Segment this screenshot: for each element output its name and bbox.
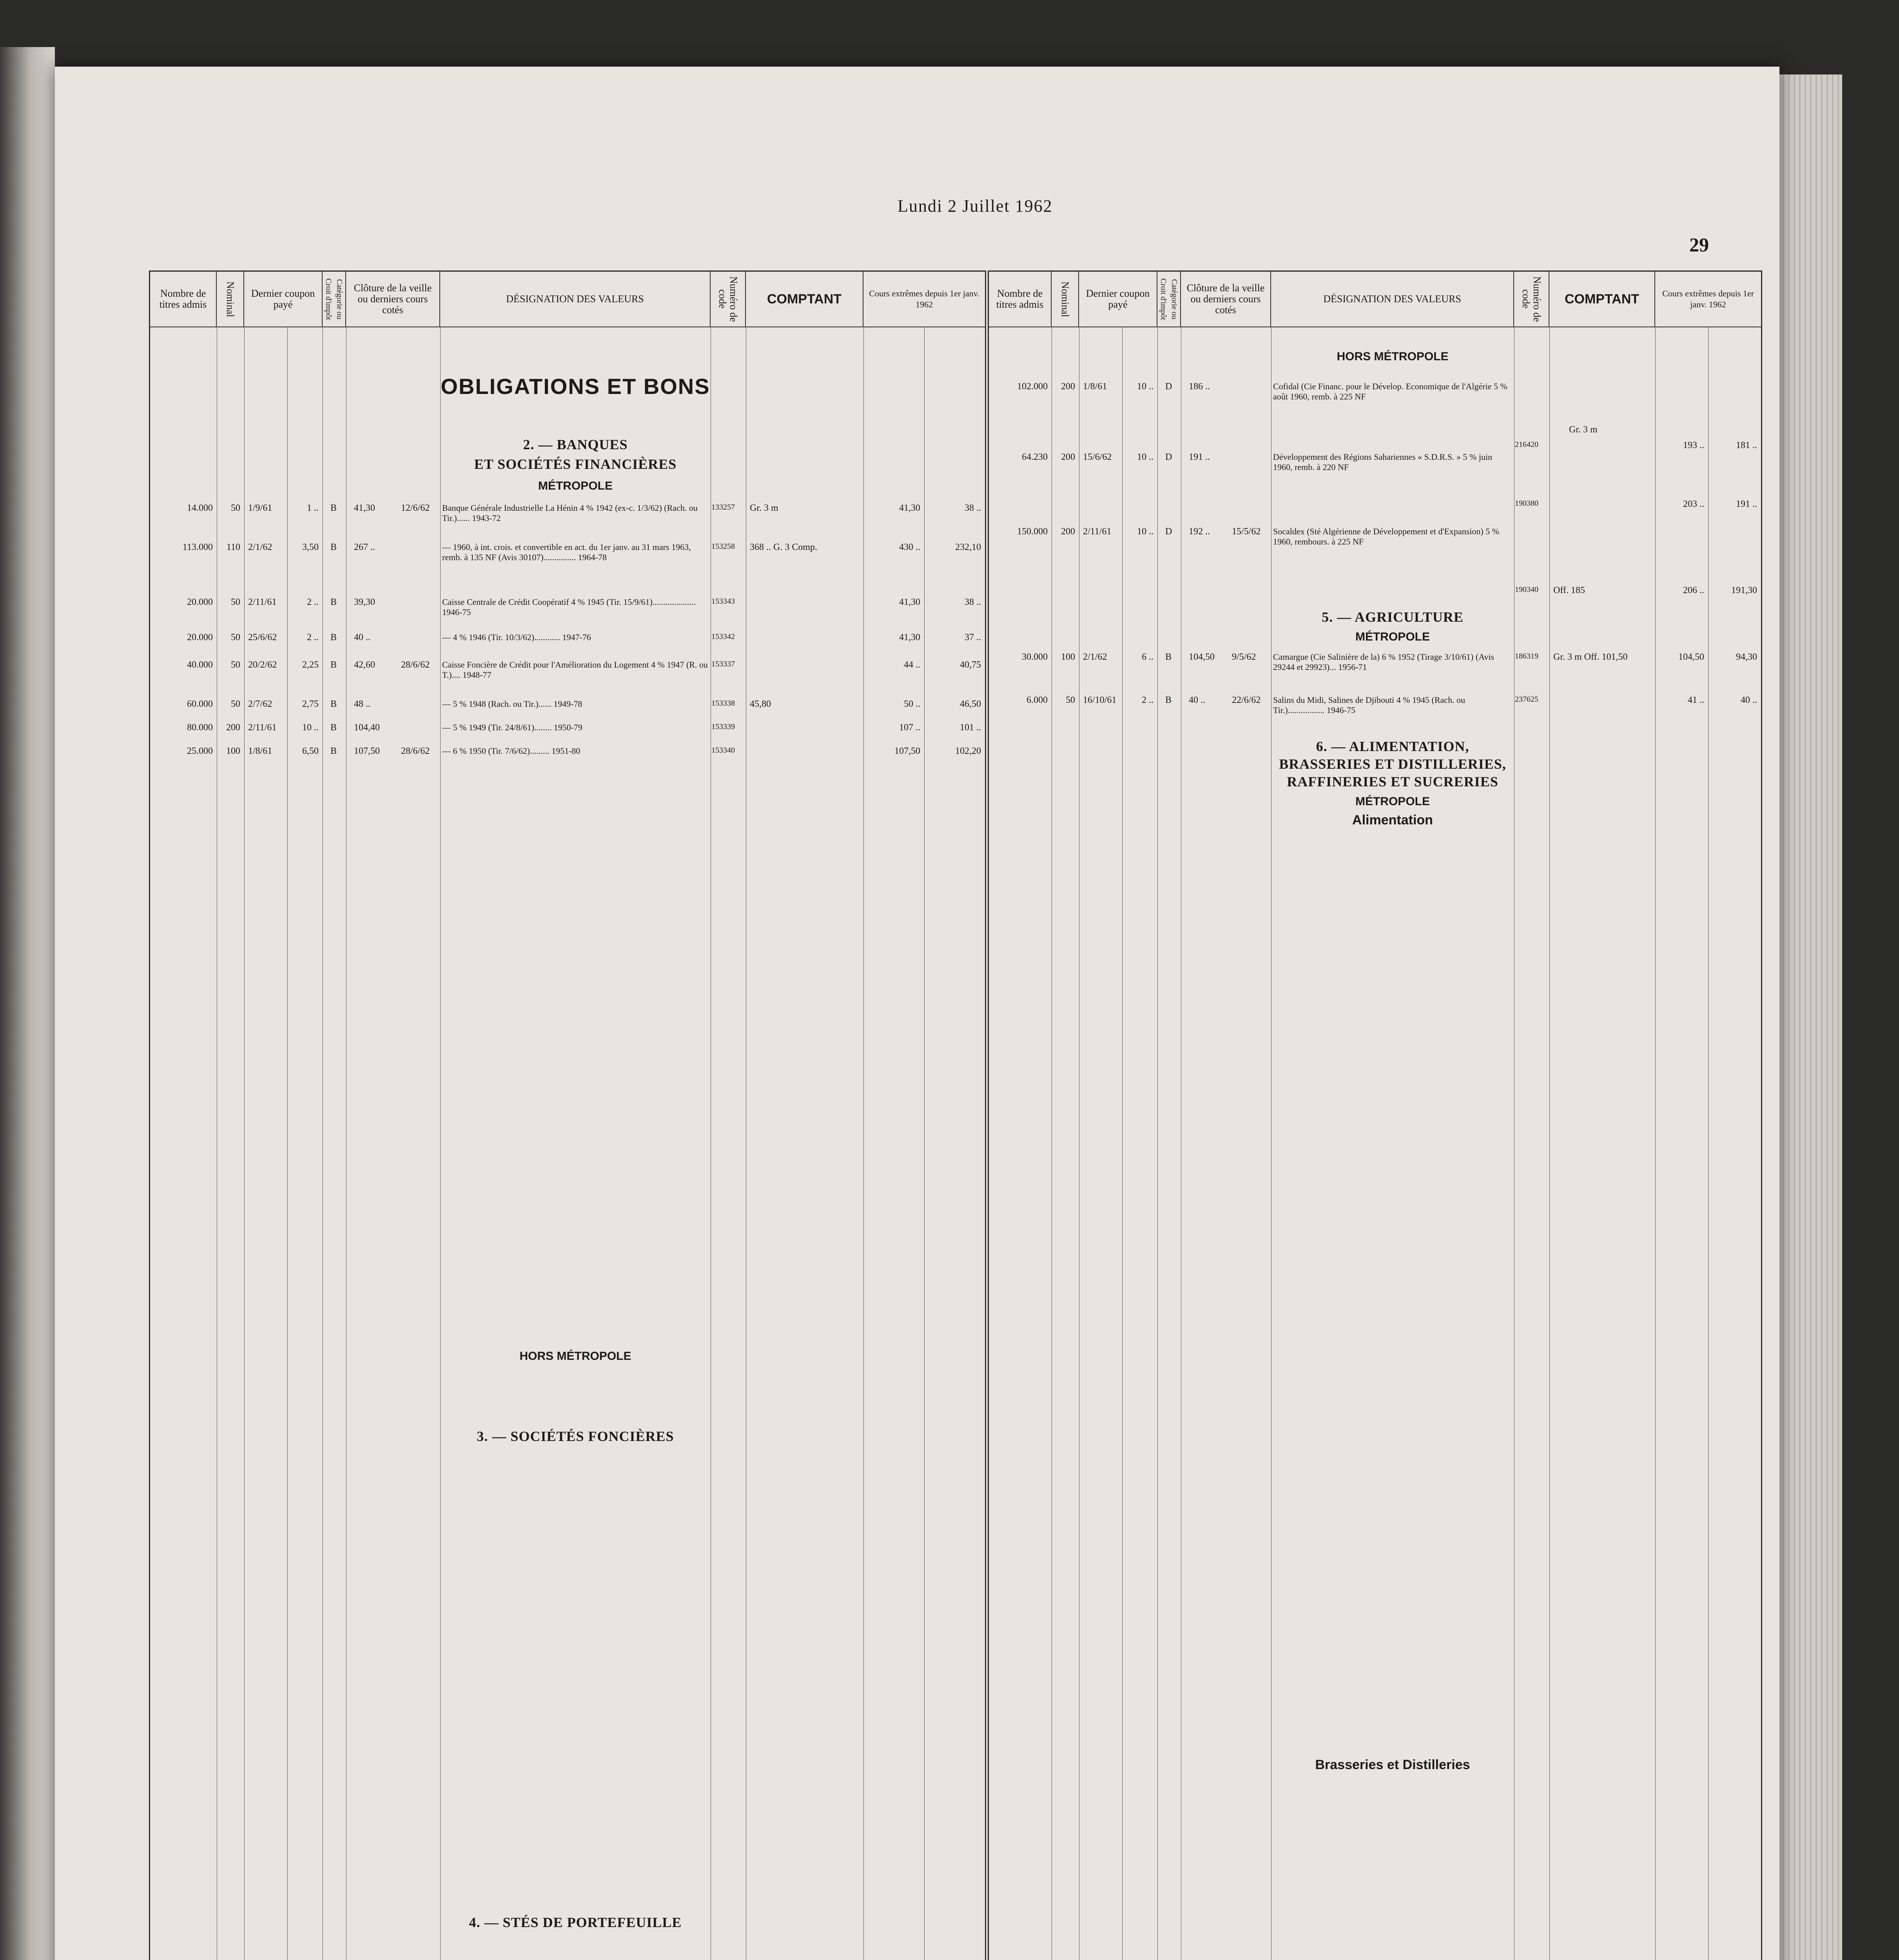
rule (863, 327, 864, 1960)
designation: Développement des Régions Sahariennes « S.D.R.S. » 5 % juin 1960, remb. à 220 NF (1273, 452, 1493, 472)
table-row (150, 699, 985, 715)
plus-bas: 102,20 (955, 746, 981, 756)
designation: — 5 % 1949 (Tir. 24/8/61)........ 1950-79 (442, 722, 582, 732)
nominal: 200 (1061, 381, 1075, 392)
plus-bas: 191,30 (1731, 585, 1757, 595)
rule (1157, 327, 1158, 1960)
comptant: Gr. 3 m (1569, 425, 1598, 435)
net: 3,50 (302, 542, 319, 552)
date: 1/8/61 (1083, 381, 1107, 392)
table-row (989, 526, 1761, 595)
titres: 80.000 (187, 722, 213, 733)
nominal: 110 (226, 542, 240, 552)
plus-haut: 107 .. (899, 722, 920, 733)
cloture: 192 .. (1189, 526, 1210, 537)
cat: D (1165, 526, 1172, 537)
section-5-title: 5. — AGRICULTURE (1322, 609, 1464, 625)
plus-haut: 41,30 (899, 632, 920, 642)
code: 216420 (1515, 440, 1538, 449)
nominal: 50 (231, 699, 240, 709)
titres: 64.230 (1022, 452, 1048, 462)
plus-bas: 38 .. (965, 503, 981, 513)
page-number: 29 (1689, 234, 1709, 256)
code: 237625 (1515, 695, 1538, 704)
plus-haut: 41 .. (1688, 695, 1704, 705)
plus-bas: 181 .. (1736, 440, 1757, 450)
table-row (150, 722, 985, 738)
nominal: 50 (231, 597, 240, 607)
col-designation: DÉSIGNATION DES VALEURS (1271, 272, 1514, 327)
date: 25/6/62 (248, 632, 277, 642)
col-nominal: Nominal (1052, 272, 1079, 327)
col-cloture: Clôture de la veille ou derniers cours cotés (1181, 272, 1271, 327)
designation: Cofidal (Cie Financ. pour le Dévelop. Economique de l'Algérie 5 % août 1960, remb. à 225 NF (1273, 381, 1507, 401)
right-page-edges (1779, 74, 1842, 1960)
cloture-date: 28/6/62 (401, 746, 430, 756)
nominal: 50 (231, 632, 240, 642)
rule (1655, 327, 1656, 1960)
plus-haut: 104,50 (1678, 652, 1704, 662)
net: 10 .. (302, 722, 319, 733)
plus-bas: 38 .. (965, 597, 981, 607)
ledger-page (55, 67, 1779, 1960)
code: 186319 (1515, 652, 1538, 661)
date: 1/8/61 (248, 746, 272, 756)
col-nominal: Nominal (217, 272, 244, 327)
col-categorie: Catégorie ou Croit d'impôt (1157, 272, 1181, 327)
section-6-subtitle-1: BRASSERIES ET DISTILLERIES, (1279, 756, 1506, 772)
cloture: 42,60 (354, 660, 375, 670)
right-table (988, 270, 1762, 1960)
col-cloture: Clôture de la veille ou derniers cours cotés (346, 272, 440, 327)
plus-bas: 40,75 (960, 660, 981, 670)
nominal: 200 (1061, 526, 1075, 537)
date: 2/11/61 (248, 597, 277, 607)
hors-metropole-label: HORS MÉTROPOLE (519, 1350, 631, 1363)
comptant: Off. 185 (1553, 585, 1585, 595)
cat: B (1165, 695, 1172, 705)
cat: B (330, 699, 337, 709)
cloture-date: 9/5/62 (1232, 652, 1256, 662)
col-comptant: COMPTANT (1549, 272, 1655, 327)
rule (1708, 327, 1709, 1960)
cloture-date: 22/6/62 (1232, 695, 1261, 705)
plus-haut: 193 .. (1683, 440, 1704, 450)
designation: — 6 % 1950 (Tir. 7/6/62)......... 1951-80 (442, 746, 580, 756)
net: 1 .. (307, 503, 319, 513)
cat: B (1165, 652, 1172, 662)
table-row (989, 695, 1761, 715)
table-row (150, 660, 985, 680)
code: 153339 (711, 722, 735, 731)
nominal: 50 (231, 660, 240, 670)
titres: 14.000 (187, 503, 213, 513)
plus-haut: 107,50 (894, 746, 920, 756)
col-comptant: COMPTANT (746, 272, 863, 327)
cloture: 40 .. (354, 632, 370, 642)
col-cours: Cours extrêmes depuis 1er janv. 1962 (1662, 289, 1754, 309)
cloture: 41,30 (354, 503, 375, 513)
section-4-title: 4. — STÉS DE PORTEFEUILLE (469, 1915, 682, 1930)
plus-haut: 41,30 (899, 503, 920, 513)
nominal: 50 (231, 503, 240, 513)
code: 153337 (711, 660, 735, 668)
comptant: 45,80 (750, 699, 771, 709)
net: 6,50 (302, 746, 319, 756)
col-code: Numéro de code (711, 272, 746, 327)
date: 2/11/61 (248, 722, 277, 733)
left-page-edge (0, 47, 55, 1960)
nominal: 100 (1061, 652, 1075, 662)
designation: — 5 % 1948 (Rach. ou Tir.)...... 1949-78 (442, 699, 582, 709)
plus-bas: 191 .. (1736, 499, 1757, 509)
code: 190340 (1515, 585, 1538, 594)
cloture: 104,50 (1189, 652, 1215, 662)
plus-bas: 94,30 (1736, 652, 1757, 662)
titres: 25.000 (187, 746, 213, 756)
designation: Banque Générale Industrielle La Hénin 4 % 1942 (ex-c. 1/3/62) (Rach. ou Tir.)...... 1943-72 (442, 503, 698, 523)
table-row (150, 503, 985, 523)
section-3-title: 3. — SOCIÉTÉS FONCIÈRES (477, 1428, 674, 1444)
cat: D (1165, 452, 1172, 462)
cat: D (1165, 381, 1172, 392)
net: 2 .. (307, 632, 319, 642)
net: 2 .. (1142, 695, 1154, 705)
metropole-label: MÉTROPOLE (538, 479, 613, 492)
designation: Camargue (Cie Salinière de la) 6 % 1952 (Tirage 3/10/61) (Avis 29244 et 29923)... 1956-71 (1273, 652, 1495, 672)
titres: 102.000 (1017, 381, 1048, 392)
col-nombre: Nombre de titres admis (150, 272, 217, 327)
table-row (989, 452, 1761, 509)
plus-haut: 44 .. (904, 660, 920, 670)
designation: — 1960, à int. crois. et convertible en act. du 1er janv. au 31 mars 1963, remb. à 135 NF (Avis 30107)............... 1964-78 (442, 542, 691, 562)
plus-bas: 46,50 (960, 699, 981, 709)
titres: 20.000 (187, 597, 213, 607)
designation: Caisse Foncière de Crédit pour l'Amélioration du Logement 4 % 1947 (R. ou T.).... 1948-77 (442, 660, 708, 680)
code: 153340 (711, 746, 735, 755)
net: 10 .. (1137, 452, 1154, 462)
section-6-title: 6. — ALIMENTATION, (1316, 739, 1469, 754)
net: 10 .. (1137, 381, 1154, 392)
date: 2/11/61 (1083, 526, 1112, 537)
page-header-date: Lundi 2 Juillet 1962 (898, 196, 1053, 216)
plus-bas: 37 .. (965, 632, 981, 642)
col-nombre: Nombre de titres admis (989, 272, 1052, 327)
cloture-date: 15/5/62 (1232, 526, 1261, 537)
cat: B (330, 722, 337, 733)
col-dernier (244, 272, 323, 327)
cat: B (330, 503, 337, 513)
cloture: 107,50 (354, 746, 380, 756)
net: 2,75 (302, 699, 319, 709)
section-2-title: 2. — BANQUES (523, 437, 628, 452)
brasseries-label: Brasseries et Distilleries (1315, 1757, 1470, 1772)
cloture-date: 28/6/62 (401, 660, 430, 670)
designation: — 4 % 1946 (Tir. 10/3/62)............ 1947-76 (442, 632, 591, 642)
code: 153258 (711, 542, 735, 551)
cloture: 104,40 (354, 722, 380, 733)
metropole-label: MÉTROPOLE (1355, 630, 1430, 643)
cat: B (330, 597, 337, 607)
nominal: 200 (1061, 452, 1075, 462)
date: 2/1/62 (248, 542, 272, 552)
nominal: 200 (226, 722, 240, 733)
plus-haut: 203 .. (1683, 499, 1704, 509)
section-2-subtitle: ET SOCIÉTÉS FINANCIÈRES (474, 456, 677, 472)
nominal: 50 (1066, 695, 1075, 705)
metropole-label: MÉTROPOLE (1355, 795, 1430, 808)
date: 2/7/62 (248, 699, 272, 709)
titres: 6.000 (1027, 695, 1048, 705)
rule (287, 327, 288, 1960)
code: 190380 (1515, 499, 1538, 508)
alimentation-label: Alimentation (1352, 813, 1433, 828)
date: 15/6/62 (1083, 452, 1112, 462)
date: 20/2/62 (248, 660, 277, 670)
plus-bas: 232,10 (955, 542, 981, 552)
cloture: 186 .. (1189, 381, 1210, 392)
cat: B (330, 746, 337, 756)
cat: B (330, 660, 337, 670)
obligations-title: OBLIGATIONS ET BONS (441, 374, 710, 399)
rule (1549, 327, 1550, 1960)
col-dernier: Dernier coupon payé (1079, 272, 1157, 327)
table-row (150, 597, 985, 617)
titres: 40.000 (187, 660, 213, 670)
section-6-subtitle-2: RAFFINERIES ET SUCRERIES (1287, 774, 1498, 789)
net: 2 .. (307, 597, 319, 607)
cloture: 191 .. (1189, 452, 1210, 462)
plus-haut: 206 .. (1683, 585, 1704, 595)
plus-haut: 430 .. (899, 542, 920, 552)
net: 6 .. (1142, 652, 1154, 662)
nominal: 100 (226, 746, 240, 756)
col-dernier-label: Dernier coupon payé (251, 288, 315, 310)
plus-bas: 40 .. (1741, 695, 1757, 705)
designation: Socaldex (Sté Algérienne de Développement et d'Expansion) 5 % 1960, rembours. à 225 NF (1273, 526, 1500, 546)
cat: B (330, 632, 337, 642)
comptant: Gr. 3 m Off. 101,50 (1553, 652, 1628, 662)
comptant: Gr. 3 m (750, 503, 778, 513)
cloture-date: 12/6/62 (401, 503, 430, 513)
designation: Salins du Midi, Salines de Djibouti 4 % 1945 (Rach. ou Tir.)................. 1946-75 (1273, 695, 1466, 715)
col-code: Numéro de code (1514, 272, 1549, 327)
table-row (989, 652, 1761, 672)
rule (440, 327, 441, 1960)
table-row (150, 632, 985, 648)
code: 133257 (711, 503, 735, 512)
cloture: 39,30 (354, 597, 375, 607)
date: 2/1/62 (1083, 652, 1107, 662)
table-row (150, 746, 985, 762)
plus-bas: 101 .. (960, 722, 981, 733)
plus-haut: 41,30 (899, 597, 920, 607)
cloture: 40 .. (1189, 695, 1205, 705)
col-designation: DÉSIGNATION DES VALEURS (440, 272, 711, 327)
left-table (149, 270, 986, 1960)
col-cours: Cours extrêmes depuis 1er janv. 1962 (869, 289, 979, 309)
rule (924, 327, 925, 1960)
hors-metropole-label: HORS MÉTROPOLE (1337, 350, 1449, 363)
code: 153342 (711, 632, 735, 641)
titres: 30.000 (1022, 652, 1048, 662)
table-row (989, 381, 1761, 450)
titres: 113.000 (182, 542, 213, 552)
cloture: 48 .. (354, 699, 370, 709)
titres: 60.000 (187, 699, 213, 709)
designation: Caisse Centrale de Crédit Coopératif 4 % 1945 (Tir. 15/9/61).................... 1946-75 (442, 597, 696, 617)
rule (244, 327, 245, 1960)
plus-haut: 50 .. (904, 699, 920, 709)
date: 1/9/61 (248, 503, 272, 513)
code: 153338 (711, 699, 735, 708)
net: 2,25 (302, 660, 319, 670)
titres: 20.000 (187, 632, 213, 642)
rule (1122, 327, 1123, 1960)
cloture: 267 .. (354, 542, 375, 552)
table-row (150, 542, 985, 562)
titres: 150.000 (1017, 526, 1048, 537)
code: 153343 (711, 597, 735, 606)
net: 10 .. (1137, 526, 1154, 537)
comptant: 368 .. G. 3 Comp. (750, 542, 818, 552)
cat: B (330, 542, 337, 552)
col-categorie: Catégorie ou Croit d'impôt (323, 272, 346, 327)
date: 16/10/61 (1083, 695, 1117, 705)
